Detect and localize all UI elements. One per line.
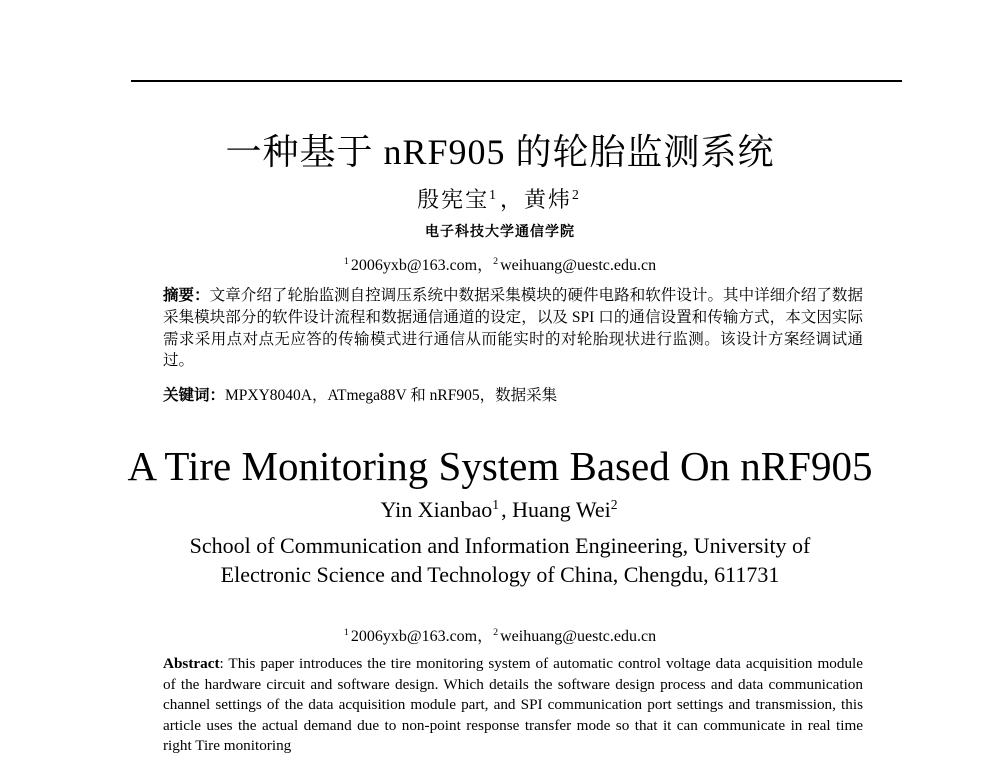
cn-keywords-text: MPXY8040A，ATmega88V 和 nRF905，数据采集 [225, 387, 558, 404]
en-email-1-sup: 1 [343, 626, 349, 638]
en-abstract-text: : This paper introduces the tire monitoring system of automatic control voltage data acquisition module of the hardware circuit and software design. Which details the software design process and data communication channel settings of the data acquisition module part, and SPI communication port settings and transmission, this article uses the actual demand due to non-point response transfer mode so that it can communicate in real time right Tire monitoring [163, 655, 863, 755]
chinese-authors [0, 186, 1000, 214]
en-email-1: 2006yxb@163.com， [350, 628, 494, 645]
cn-author-2-sup: 2 [572, 186, 581, 202]
cn-keywords-label: 关键词： [163, 387, 226, 404]
chinese-emails [0, 256, 1000, 276]
en-affiliation-line-2: Electronic Science and Technology of China, Chengdu, 611731 [220, 562, 780, 587]
en-abstract-label: Abstract [163, 655, 220, 672]
en-author-2-sup: 2 [610, 496, 618, 512]
cn-email-2: weihuang@uestc.edu.cn [500, 257, 657, 274]
header-rule [131, 80, 902, 82]
cn-author-1: 殷宪宝 [417, 187, 490, 212]
english-title: A Tire Monitoring System Based On nRF905 [127, 443, 873, 489]
en-author-separator: , [501, 497, 513, 522]
en-author-1: Yin Xianbao [380, 497, 493, 522]
english-authors [0, 496, 1000, 524]
english-abstract [163, 654, 863, 757]
en-email-2: weihuang@uestc.edu.cn [500, 628, 657, 645]
english-emails [0, 627, 1000, 647]
cn-abstract-label: 摘要： [163, 287, 210, 304]
chinese-affiliation: 电子科技大学通信学院 [425, 225, 575, 240]
cn-author-1-sup: 1 [489, 186, 498, 202]
en-email-2-sup: 2 [493, 626, 499, 638]
chinese-abstract [163, 285, 863, 372]
cn-author-separator: ， [499, 187, 524, 212]
cn-email-1-sup: 1 [343, 255, 349, 267]
en-author-2: Huang Wei [512, 497, 611, 522]
cn-abstract-text: 文章介绍了轮胎监测自控调压系统中数据采集模块的硬件电路和软件设计。其中详细介绍了数据采集模块部分的软件设计流程和数据通信通道的设定，以及 SPI 口的通信设置和传输方式，本文因实际需求采用点对点无应答的传输模式进行通信从而能实时的对轮胎现状进行监测。该设计方案经调试通过。 [163, 287, 863, 370]
cn-email-2-sup: 2 [493, 255, 499, 267]
cn-email-1: 2006yxb@163.com， [350, 257, 494, 274]
en-affiliation-line-1: School of Communication and Information Engineering, University of [189, 533, 811, 558]
en-author-1-sup: 1 [492, 496, 500, 512]
chinese-title: 一种基于 nRF905 的轮胎监测系统 [225, 132, 775, 172]
chinese-keywords [163, 385, 863, 406]
english-affiliation [0, 531, 1000, 589]
cn-author-2: 黄炜 [524, 187, 573, 212]
